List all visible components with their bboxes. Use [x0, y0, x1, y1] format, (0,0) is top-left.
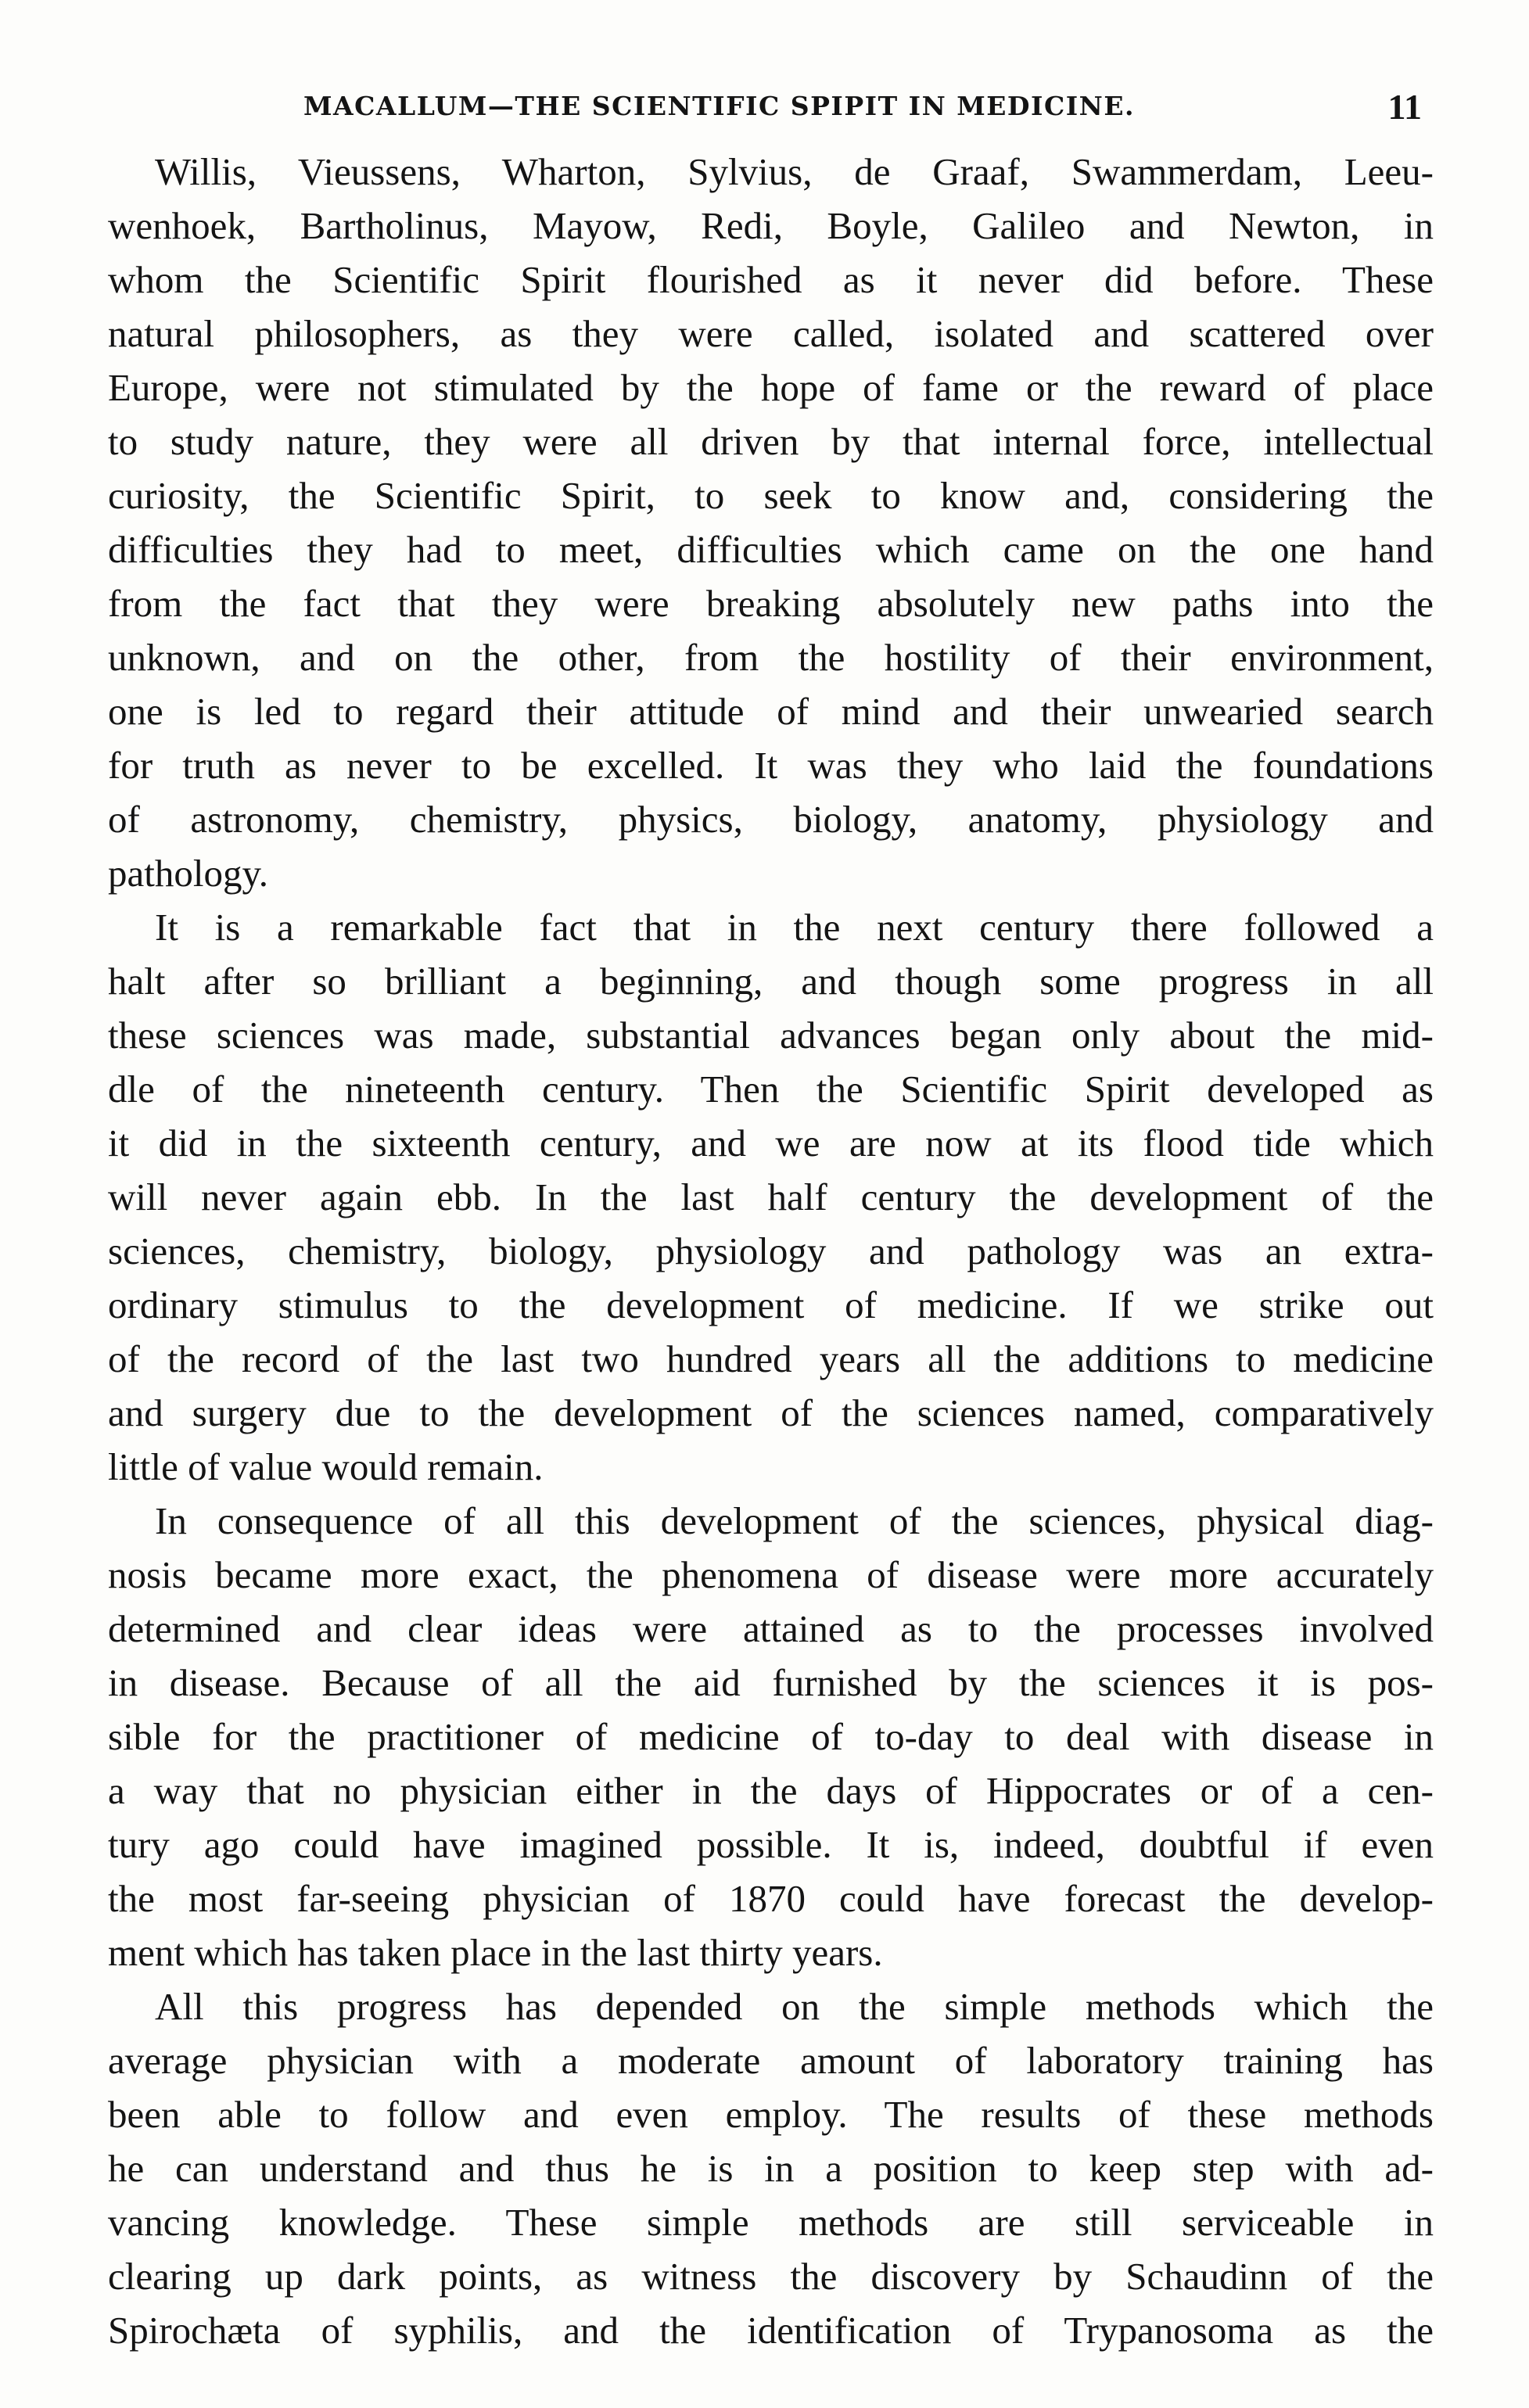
text-line: halt after so brilliant a beginning, and though some progress in all [108, 960, 1434, 1003]
paragraph [108, 1494, 1434, 1979]
text-line: It is a remarkable fact that in the next century there followed a [155, 906, 1434, 949]
text-line: unknown, and on the other, from the hostility of their environment, [108, 636, 1434, 679]
text-line: clearing up dark points, as witness the discovery by Schaudinn of the [108, 2255, 1434, 2298]
text-line: for truth as never to be excelled. It was they who laid the foundations [108, 744, 1434, 787]
body-text [108, 145, 1434, 2357]
text-line: and surgery due to the development of the sciences named, comparatively [108, 1391, 1434, 1434]
text-line: natural philosophers, as they were called, isolated and scattered over [108, 312, 1434, 355]
text-line: Spirochæta of syphilis, and the identification of Trypanosoma as the [108, 2309, 1434, 2352]
text-line: curiosity, the Scientific Spirit, to seek to know and, considering the [108, 474, 1434, 517]
text-line: been able to follow and even employ. The results of these methods [108, 2093, 1434, 2136]
text-line: All this progress has depended on the simple methods which the [155, 1985, 1434, 2028]
text-line: pathology. [108, 852, 269, 895]
text-line: sible for the practitioner of medicine of to-day to deal with disease in [108, 1715, 1434, 1758]
paragraph [108, 900, 1434, 1494]
text-line: ment which has taken place in the last thirty years. [108, 1931, 883, 1974]
running-title: MACALLUM—THE SCIENTIFIC SPIPIT IN MEDICINE. [303, 91, 1135, 121]
text-line: In consequence of all this development of the sciences, physical diag- [155, 1499, 1434, 1542]
text-line: nosis became more exact, the phenomena of disease were more accurately [108, 1553, 1434, 1596]
text-line: a way that no physician either in the days of Hippocrates or of a cen- [108, 1769, 1434, 1812]
paragraph [108, 145, 1434, 900]
paragraph [108, 1979, 1434, 2357]
text-line: will never again ebb. In the last half century the development of the [108, 1175, 1434, 1218]
text-line: of astronomy, chemistry, physics, biology, anatomy, physiology and [108, 798, 1434, 841]
text-line: dle of the nineteenth century. Then the Scientific Spirit developed as [108, 1068, 1434, 1111]
text-line: these sciences was made, substantial advances began only about the mid- [108, 1014, 1434, 1057]
text-line: Europe, were not stimulated by the hope of fame or the reward of place [108, 366, 1434, 409]
text-line: the most far-seeing physician of 1870 could have forecast the develop- [108, 1877, 1434, 1920]
text-line: in disease. Because of all the aid furnished by the sciences it is pos- [108, 1661, 1434, 1704]
text-line: sciences, chemistry, biology, physiology and pathology was an extra- [108, 1229, 1434, 1272]
text-line: whom the Scientific Spirit flourished as it never did before. These [108, 258, 1434, 301]
page-number: 11 [1387, 87, 1422, 127]
text-line: Willis, Vieussens, Wharton, Sylvius, de Graaf, Swammerdam, Leeu- [155, 150, 1434, 193]
text-line: tury ago could have imagined possible. It is, indeed, doubtful if even [108, 1823, 1434, 1866]
text-line: of the record of the last two hundred years all the additions to medicine [108, 1337, 1434, 1380]
text-line: ordinary stimulus to the development of medicine. If we strike out [108, 1283, 1434, 1326]
text-line: vancing knowledge. These simple methods are still serviceable in [108, 2201, 1434, 2244]
text-line: he can understand and thus he is in a position to keep step with ad- [108, 2147, 1434, 2190]
text-line: determined and clear ideas were attained as to the processes involved [108, 1607, 1434, 1650]
text-line: difficulties they had to meet, difficulties which came on the one hand [108, 528, 1434, 571]
text-line: wenhoek, Bartholinus, Mayow, Redi, Boyle, Galileo and Newton, in [108, 204, 1434, 247]
text-line: one is led to regard their attitude of mind and their unwearied search [108, 690, 1434, 733]
text-line: average physician with a moderate amount of laboratory training has [108, 2039, 1434, 2082]
running-head [108, 86, 1430, 133]
text-line: to study nature, they were all driven by that internal force, intellectual [108, 420, 1434, 463]
text-line: it did in the sixteenth century, and we are now at its flood tide which [108, 1121, 1434, 1165]
text-line: little of value would remain. [108, 1445, 544, 1488]
text-line: from the fact that they were breaking absolutely new paths into the [108, 582, 1434, 625]
